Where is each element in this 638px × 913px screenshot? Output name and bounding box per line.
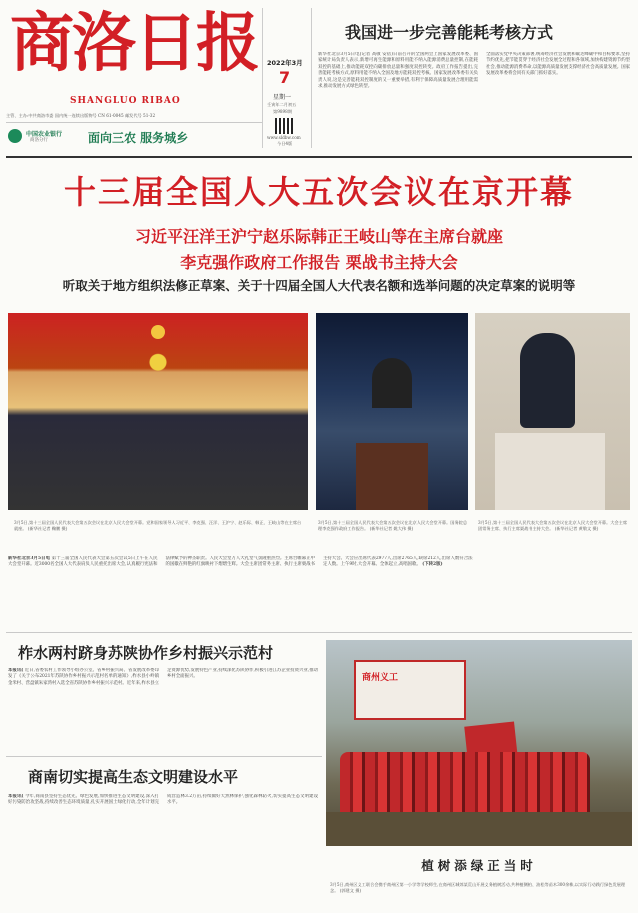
section-divider-2: [6, 756, 322, 757]
masthead-title: 商洛日报: [10, 6, 258, 81]
right-top-headline: 我国进一步完善能耗考核方式: [345, 23, 554, 42]
bank-ad: [8, 126, 260, 148]
article2-text: 本报讯( 近日,省委农村工作领导小组办公室、省乡村振兴局、省发展改革委印发了《关于公布2021年苏陕协作乡村振兴示范村名单的通知》,柞水县小岭镇金米村、营盘镇朱家湾村入选全省苏陕协作乡村振兴示范村。近年来,柞水县立足资源优势,发展特色产业,持续深化苏陕协作,积极引进江苏企业投资兴业,推动乡村全面振兴。: [8, 668, 318, 686]
right-top-text-2: 全面落实党中央决策部署,统筹经济社会发展和碳达峰碳中和目标要求,坚持节约优先,把节能贯穿于经济社会发展全过程和各领域,加快构建资源节约型社会,推动能源消费革命,以能源高质量发展支撑经济社会高质量发展。国家发展改革委将会同有关部门抓好落实。: [486, 52, 630, 77]
speaker-figure-icon-2: [520, 333, 575, 428]
lead-caption-2: 3月5日,第十三届全国人民代表大会第五次会议在北京人民大会堂开幕。国务院总理李克强作政府工作报告。 (新华社记者 姚大伟 摄): [318, 520, 468, 531]
date-weekday: 星期一: [273, 94, 292, 101]
bank-logo-icon: [8, 129, 22, 143]
article3-text: 本报讯( 今年,商南县坚持生态优先、绿色发展,加快推进生态文明建设,深入打好污染防治攻坚战,持续改善生态环境质量,扎实开展国土绿化行动,全年计划完成营造林3.2万亩,持续做好天然林保护,强化森林防火,切实提高生态文明建设水平。: [8, 794, 318, 806]
lead-sub1: 习近平汪洋王沪宁赵乐际韩正王岐山等在主席台就座: [134, 227, 503, 246]
date-edition: 今日4版: [277, 141, 293, 146]
bank-slogan: 面向三农 服务城乡: [88, 131, 189, 145]
masthead-publisher: 主管、主办:中共商洛市委 国内统一连续出版物号 CN 61-0045 邮发代号 51-32: [6, 113, 156, 118]
section-divider: [6, 632, 632, 633]
site-url: www.sldbw.com: [267, 135, 301, 140]
date-day: 7: [279, 68, 291, 87]
volunteer-banner: [354, 660, 466, 720]
lead-headline: 十三届全国人大五次会议在京开幕: [63, 173, 574, 211]
speaker-figure-icon: [372, 358, 412, 408]
ground: [326, 812, 632, 846]
volunteer-group: [340, 752, 590, 812]
podium-icon-2: [495, 433, 605, 510]
photo-feature-caption: 3月5日,商州区义工联合会携手商州区第一小学等学校师生,在商州区城郊某荒山开展义务植树活动,共种植侧柏、油松等苗木300余株,以实际行动践行绿色发展理念。 (郭建文 摄): [330, 882, 626, 893]
date-lunar: 壬寅年二月初五: [267, 102, 297, 107]
bank-sub: 商洛分行: [30, 138, 48, 143]
qr-code-icon: [275, 118, 293, 134]
lead-photo-hall: [8, 313, 308, 510]
lead-sub3: 听取关于地方组织法修正草案、关于十四届全国人大代表名额和选举问题的决定草案的说明等: [62, 278, 576, 293]
lead-caption-1: 3月5日,第十三届全国人民代表大会第五次会议在北京人民大会堂开幕。党和国家领导人习近平、李克强、汪洋、王沪宁、赵乐际、韩正、王岐山等在主席台就座。 (新华社记者 鞠鹏 摄): [14, 520, 302, 531]
lead-article-text: 新华社北京3月5日电 第十三届全国人民代表大会第五次会议5日上午在人民大会堂开幕。近3000名全国人大代表肩负人民重托出席大会,认真履行宪法和法律赋予的神圣职责。人民大会堂万人大礼堂气氛隆重热烈。主席台帷幕正中的国徽在鲜艳的红旗映衬下熠熠生辉。大会主席团常务主席、执行主席栗战书主持大会。大会应出席代表2977人,出席2765人,缺席212人,出席人数符合法定人数。上午9时,大会开幕。全体起立,高唱国歌。 (下转2版): [8, 556, 473, 568]
photo-feature-title: 植树添绿正当时: [421, 858, 537, 873]
lead-caption-3: 3月5日,第十三届全国人民代表大会第五次会议在北京人民大会堂开幕。大会主席团常务主席、执行主席栗战书主持大会。 (新华社记者 黄敬文 摄): [478, 520, 628, 531]
lead-photo-li-zhanshu: [475, 313, 630, 510]
date-box: [262, 8, 312, 148]
lead-sub2: 李克强作政府工作报告 栗战书主持大会: [180, 253, 458, 272]
masthead-rule: [6, 156, 632, 158]
podium-icon: [356, 443, 428, 510]
bank-name: 中国农业银行: [26, 131, 63, 138]
right-top-text-1: 新华社北京3月5日电(记者 高敬 安蓓)日前召开的全国两会上国家发展改革委、国家统计局负责人表示,新增可再生能源和原料用能不纳入能源消费总量控制,在能耗双控的基础上,推动能耗双控向碳排放总量和强度双控转变。政府工作报告提出,完善能耗考核方式,原料用能不纳入全国及地方能耗双控考核。国家发展改革委有关负责人说,这是完善能耗双控制度的又一重要举措,有利于保障高质量发展合理用能需求,推动发展方式绿色转型。: [318, 52, 478, 90]
article3-headline: 商南切实提高生态文明建设水平: [28, 768, 239, 786]
national-emblem-icon: [151, 325, 165, 339]
lead-photo-li-keqiang: [316, 313, 468, 510]
date-year-month: 2022年3月: [267, 59, 303, 67]
article2-headline: 柞水两村跻身苏陕协作乡村振兴示范村: [18, 644, 274, 662]
volunteer-banner-text: 商州义工: [362, 673, 399, 683]
masthead-pinyin: SHANGLUO RIBAO: [70, 96, 181, 106]
tree-planting-photo: [326, 640, 632, 846]
date-issue: 第9898期: [273, 109, 293, 114]
masthead-divider: [6, 122, 262, 123]
